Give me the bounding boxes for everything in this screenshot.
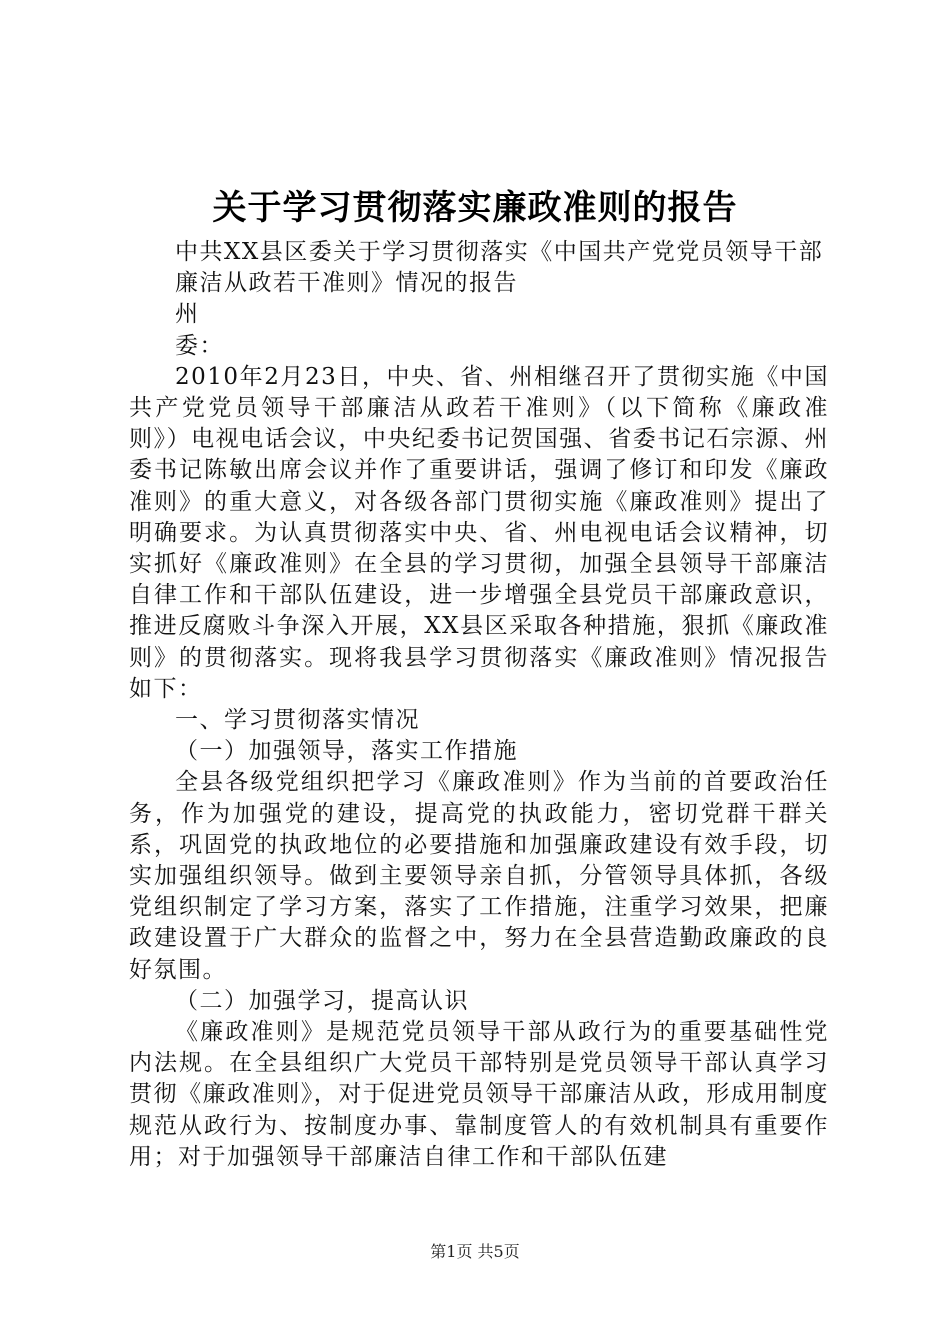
subtitle-line-1: 中共XX县区委关于学习贯彻落实《中国共产党党员领导干部: [175, 239, 824, 265]
intro-paragraph: 2010年2月23日，中央、省、州相继召开了贯彻实施《中国共产党党员领导干部廉洁从政若干准则》（以下简称《廉政准则》）电视电话会议，中央纪委书记贺国强、省委书记石宗源、州委书记陈敏出席会议并作了重要讲话，强调了修订和印发《廉政准则》的重大意义，对各级各部门贯彻实施《廉政准则》提出了明确要求。为认真贯彻落实中央、省、州电视电话会议精神，切实抓好《廉政准则》在全县的学习贯彻，加强全县领导干部廉洁自律工作和干部队伍建设，进一步增强全县党员干部廉政意识，推进反腐败斗争深入开展，XX县区采取各种措施，狠抓《廉政准则》的贯彻落实。现将我县学习贯彻落实《廉政准则》情况报告如下：: [129, 363, 829, 702]
subsection-heading-2: （二）加强学习，提高认识: [175, 987, 469, 1014]
subsection-heading-1: （一）加强领导，落实工作措施: [175, 738, 518, 765]
body-paragraph-2: 《廉政准则》是规范党员领导干部从政行为的重要基础性党内法规。在全县组织广大党员干部特别是党员领导干部认真学习贯彻《廉政准则》，对于促进党员领导干部廉洁从政，形成用制度规范从政行为、按制度办事、靠制度管人的有效机制具有重要作用；对于加强领导干部廉洁自律工作和干部队伍建: [129, 1019, 829, 1170]
subtitle-line-2: 廉洁从政若干准则》情况的报告: [175, 270, 518, 297]
addressee-line-1: 州: [175, 301, 200, 328]
body-paragraph-1: 全县各级党组织把学习《廉政准则》作为当前的首要政治任务，作为加强党的建设，提高党的执政能力，密切党群干群关系，巩固党的执政地位的必要措施和加强廉政建设有效手段，切实加强组织领导。做到主要领导亲自抓，分管领导具体抓，各级党组织制定了学习方案，落实了工作措施，注重学习效果，把廉政建设置于广大群众的监督之中，努力在全县营造勤政廉政的良好氛围。: [129, 769, 829, 983]
document-body: [129, 237, 829, 1173]
page-footer: 第1页 共5页: [430, 1242, 520, 1261]
section-heading: 一、学习贯彻落实情况: [175, 707, 420, 734]
document-title: 关于学习贯彻落实廉政准则的报告: [212, 188, 738, 228]
addressee-line-2: 委：: [175, 332, 224, 359]
